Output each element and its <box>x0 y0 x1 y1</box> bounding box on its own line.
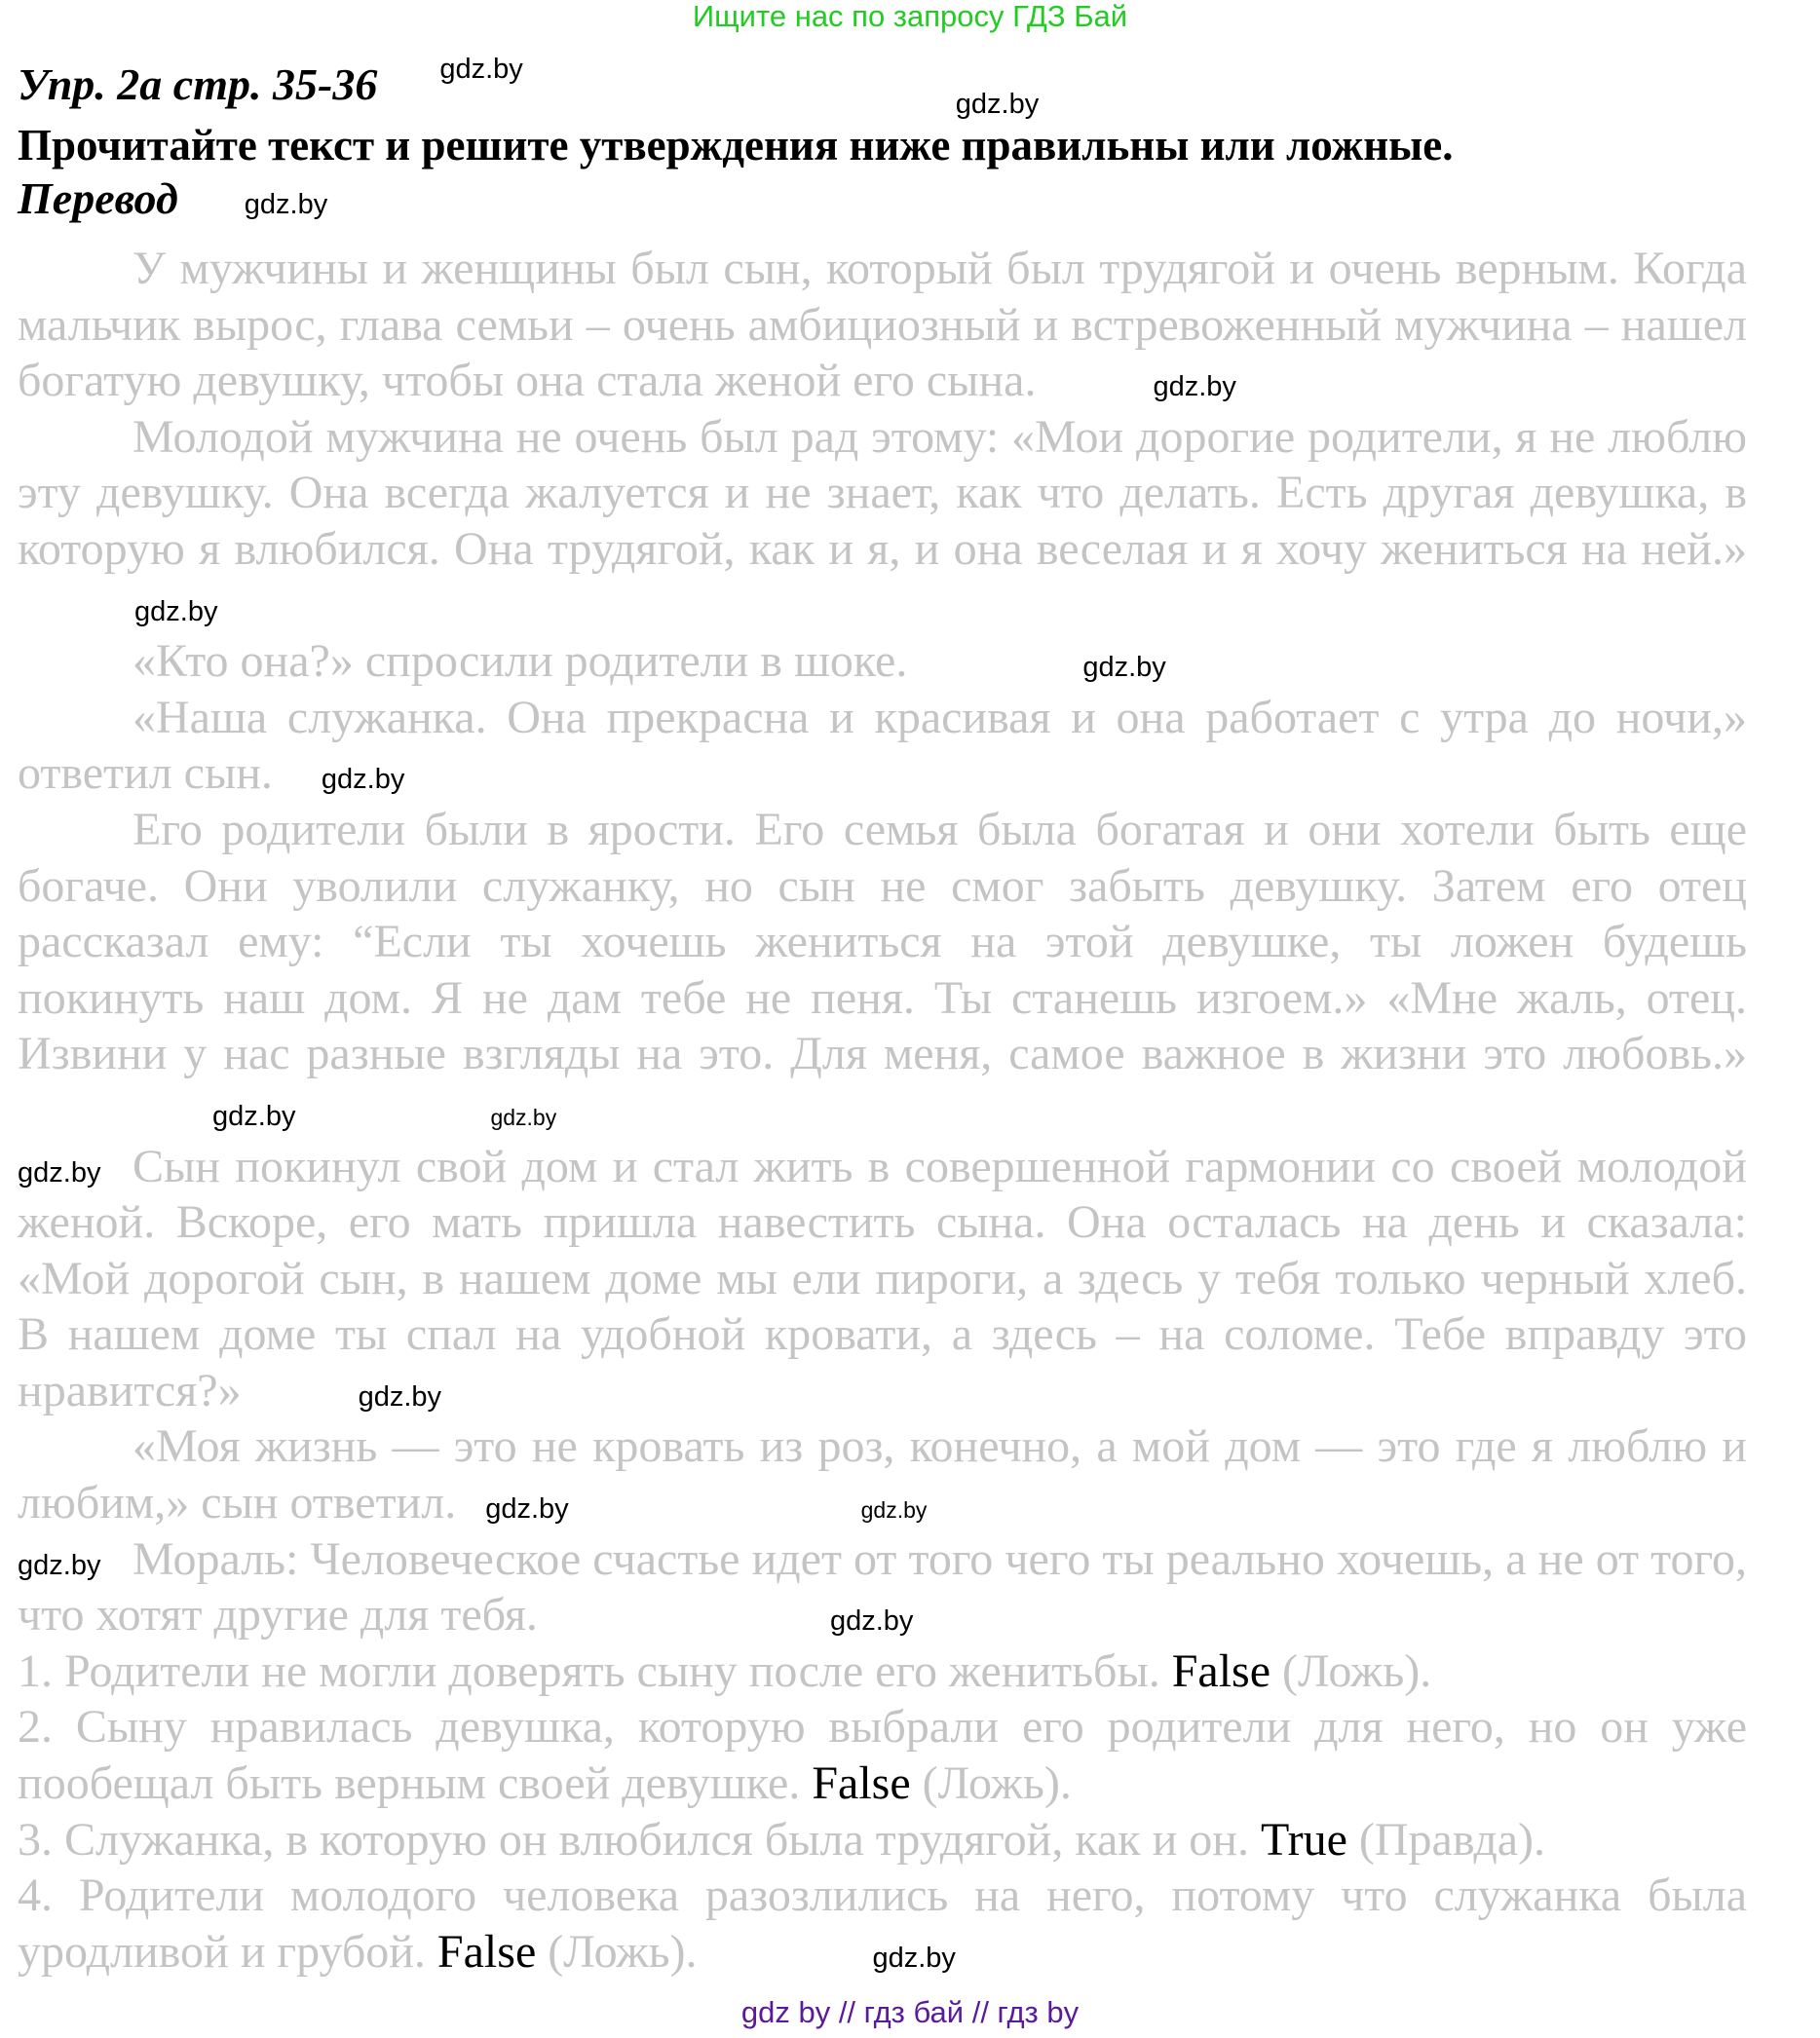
watermark: gdz.by <box>212 1100 296 1132</box>
translation-subtitle: Перевод <box>18 173 178 223</box>
statement-translation: (Ложь). <box>1282 1644 1432 1697</box>
statement-text: 3. Служанка, в которую он влюбился была трудягой, как и он. <box>18 1813 1249 1866</box>
statement-answer: False <box>1171 1644 1271 1697</box>
title-line <box>18 54 1747 120</box>
statement <box>18 1812 1747 1868</box>
paragraph-text: «Кто она?» спросили родители в шоке. <box>133 635 908 688</box>
paragraph <box>18 409 1747 633</box>
statement-text: 2. Сыну нравилась девушка, которую выбрали его родители для него, но он уже пообещал быть верным своей девушке. <box>18 1701 1747 1810</box>
paragraph-text: «Наша служанка. Она прекрасна и красивая и она работает с утра до ночи,» ответил сын. <box>18 691 1747 800</box>
watermark: gdz.by <box>134 595 218 627</box>
watermark: gdz.by <box>485 1493 569 1526</box>
paragraph-text: Мораль: Человеческое счастье идет от того чего ты реально хочешь, а не от того, что хотят другие для тебя. <box>18 1532 1747 1642</box>
paragraph-text: Его родители были в ярости. Его семья была богатая и они хотели быть еще богаче. Они уволили служанку, но сын не смог забыть девушку. Затем его отец рассказал ему: “Если ты хочешь жениться на этой девушке, ты ложен будешь покинуть наш дом. Я не дам тебе не пеня. Ты станешь изгоем.» «Мне жаль, отец. Извини у нас разные взгляды на это. Для меня, самое важное в жизни это любовь.» <box>18 803 1747 1080</box>
watermark: gdz.by <box>1082 652 1166 684</box>
statement-translation: (Правда). <box>1358 1813 1546 1866</box>
watermark: gdz.by <box>439 54 523 85</box>
statement-answer: True <box>1260 1813 1347 1866</box>
paragraph <box>18 1139 1747 1419</box>
watermark: gdz.by <box>358 1380 442 1413</box>
paragraph <box>18 690 1747 802</box>
text-body <box>18 241 1747 1980</box>
paragraph-text: Сын покинул свой дом и стал жить в совершенной гармонии со своей молодой женой. Вскоре, его мать пришла навестить сына. Она осталась на день и сказала: «Мой дорогой сын, в нашем доме мы ели пироги, а здесь у тебя только черный хлеб. В нашем доме ты спал на удобной кровати, а здесь – на соломе. Тебе вправду это нравится?» <box>18 1140 1747 1416</box>
paragraph <box>18 633 1747 690</box>
paragraph-text: Молодой мужчина не очень был рад этому: «Мои дорогие родители, я не люблю эту девушку. Она всегда жалуется и не знает, как что делать. Есть другая девушка, в которую я влюбился. Она трудягой, как и я, и она веселая и я хочу жениться на ней.» <box>18 410 1747 575</box>
subtitle-line <box>18 171 1747 237</box>
search-banner: Ищите нас по запросу ГДЗ Бай <box>692 0 1128 33</box>
paragraph-text: У мужчины и женщины был сын, который был трудягой и очень верным. Когда мальчик вырос, глава семьи – очень амбициозный и встревоженный мужчина – нашел богатую девушку, чтобы она стала женой его сына. <box>18 243 1747 407</box>
watermark: gdz.by <box>829 1605 914 1638</box>
statement-translation: (Ложь). <box>922 1757 1072 1810</box>
paragraph-text: «Моя жизнь — это не кровать из роз, конечно, а мой дом — это где я люблю и любим,» сын ответил. <box>18 1420 1747 1529</box>
watermark: gdz.by <box>955 89 1040 120</box>
footer-links: gdz by // гдз бай // гдз by <box>740 1995 1080 2030</box>
paragraph <box>18 241 1747 409</box>
paragraph <box>18 802 1747 1139</box>
exercise-title: Упр. 2а стр. 35-36 <box>18 59 378 109</box>
watermark: gdz.by <box>18 1549 101 1581</box>
paragraph <box>18 1531 1747 1643</box>
watermark: gdz.by <box>860 1497 928 1524</box>
statement-translation: (Ложь). <box>548 1925 698 1978</box>
watermark: gdz.by <box>872 1942 956 1974</box>
watermark: gdz.by <box>244 189 328 220</box>
statement <box>18 1699 1747 1811</box>
statement-answer: False <box>436 1925 537 1978</box>
watermark: gdz.by <box>1153 371 1236 403</box>
watermark: gdz.by <box>490 1104 557 1130</box>
task-heading: Прочитайте текст и решите утверждения ниже правильны или ложные. <box>18 121 1454 170</box>
statement-text: 1. Родители не могли доверять сыну после его женитьбы. <box>18 1644 1160 1697</box>
statement-answer: False <box>812 1757 911 1810</box>
paragraph <box>18 1418 1747 1530</box>
statement-text: 4. Родители молодого человека разозлились на него, потому что служанка была уродливой и грубой. <box>18 1869 1747 1978</box>
watermark: gdz.by <box>18 1156 101 1189</box>
statement <box>18 1643 1747 1700</box>
watermark: gdz.by <box>321 764 405 796</box>
statement <box>18 1868 1747 1980</box>
